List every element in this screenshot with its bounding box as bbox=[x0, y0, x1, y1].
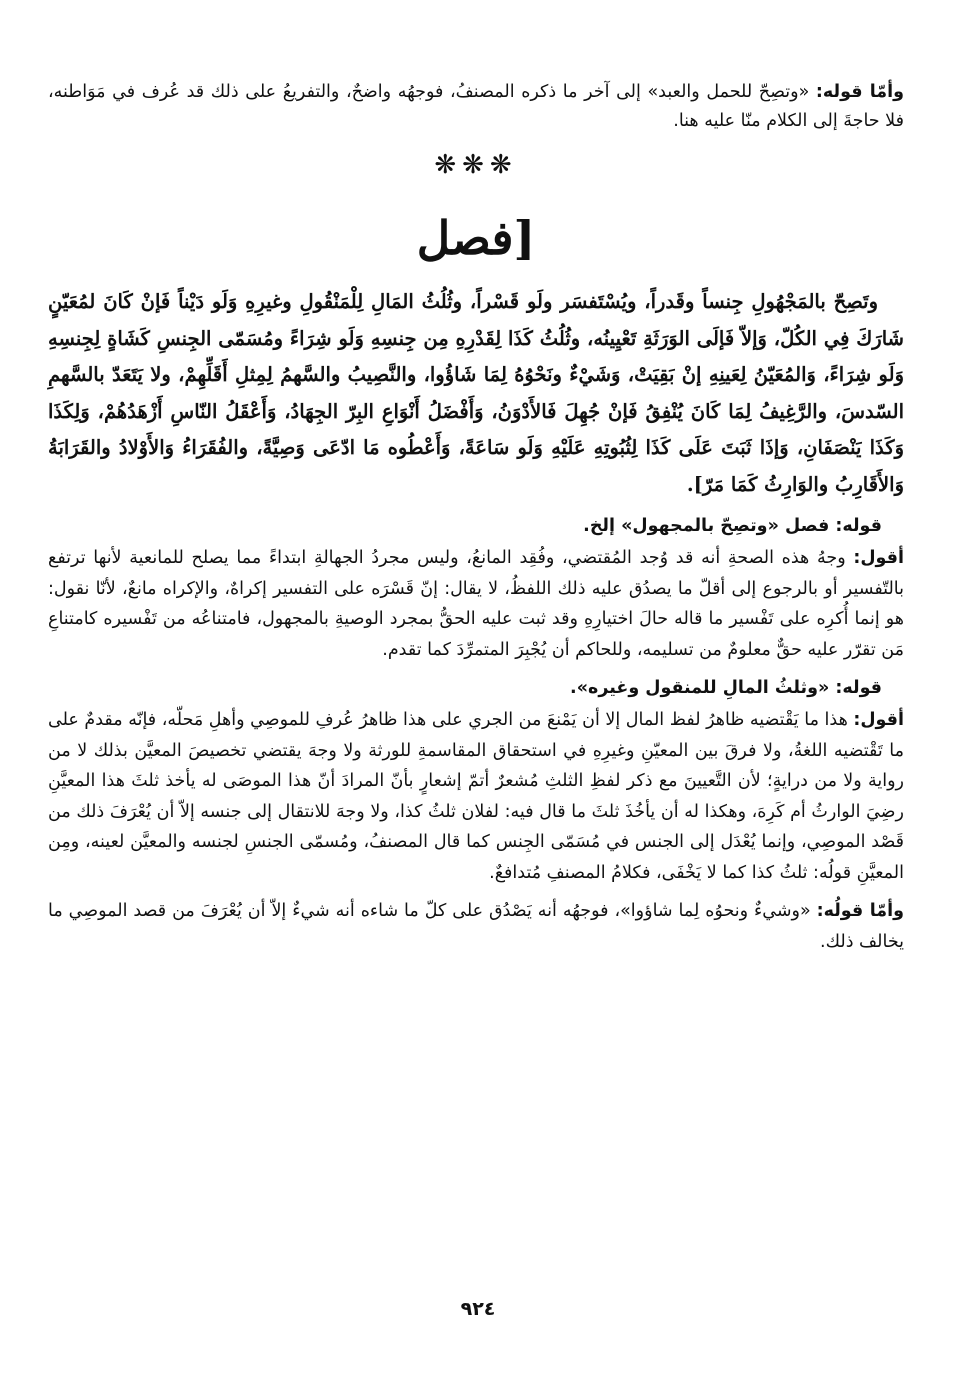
page-body bbox=[48, 78, 904, 957]
commentary-paragraph-3 bbox=[48, 896, 904, 957]
commentary-quote-1: قوله: فصل «وتصِحّ بالمجهول» إلخ. bbox=[583, 516, 882, 536]
commentary-text-2: هذا ما يَقْتضيه ظاهرُ لفظ المال إلا أن يَمْنعَ من الجري على هذا ظاهرُ عُرفِ للموصِي وأهلِ مَحلّه، فإنّه مقدمٌ على ما تَقْتضيه اللغةُ، ولا فرقَ بين المعيّنِ وغيرِهِ في استحقاق المقاسمةِ للورثة ولا وجهَ يقتضي تخصيصَ المعيَّن بذلك لا من رواية ولا من درايةٍ؛ لأن التَّعيينَ مع ذكر لفظِ الثلثِ مُشعرٌ أتمّ إشعارٍ بأنّ المرادَ أنّ هذا الموصَى له يأخذ ثلثَ هذا المعيَّنِ رضِيَ الوارثُ أم كَرِهَ، وهكذا له أن يأخُذَ ثلثَ ما قال فيه: لفلان ثلثُ كذا، ولا وجهَ للانتقال إلى جنسه إلاّ أن يُعْرَفَ ذلك من قَصْد الموصِي، وإنما يُعْدَل إلى الجنس في مُسَمّى الجِنس كما قال المصنفُ، ومُسمّى الجنسِ لجنسه والمعيَّن لعينه، ومِن المعيَّنِ قولُه: ثلثُ كذا كما لا يَخْفَى، فكلامُ المصنفِ مُتدافعٌ. bbox=[48, 710, 904, 883]
commentary-paragraph-2 bbox=[48, 705, 904, 888]
main-text-matn: وتَصِحّ بالمَجْهُولِ جِنساً وقَدراً، ويُسْتَفسَر ولَو قَسْراً، وثُلُثُ المَالِ لِلْمَنْقُولِ وغيرِهِ وَلَو دَيْناً فَإنْ كَانَ لمُعَيّنٍ شَارَكَ فِي الكُلّ، وَإلاّ فَإلَى الوَرَثَةِ تَعْيِينُه، وثُلُثُ كَذَا لِقَدْرِهِ مِن جِنسِهِ وَلَو شِرَاءً ومُسَمّى الجِنسِ كَشَاةٍ لِجِنسِهِ وَلَو شِرَاءً، وَالمُعَيّنُ لِعَينِهِ إنْ بَقِيَتْ، وَشَيْءٌ ونَحْوُهُ لِمَا شَاؤُوا، والنَّصِيبُ والسَّهمُ لِمِثلِ أَقَلِّهِمْ، ولا يَتَعَدّ بالسَّهمِ السّدسَ، والرَّغِيفُ لِمَا كَانَ يُنْفِقُ فَإنْ جُهِلَ فَالأَدْوَنُ، وَأَفْضَلُ أَنْوَاعِ البِرّ الجِهَادُ، وَأَعْقَلُ النّاسِ أَزْهَدُهُمْ، وَلِكَذَا وَكَذَا يَنْصَفَانِ، وَإذَا ثَبَتَ عَلَى كَذَا لِثُبُوتِهِ عَلَيْهِ وَلَو سَاعَةً، وَأَعْطُوه مَا ادّعَى وَصِيَّةً، والفُقَرَاءُ وَالأَوْلادُ والقَرَابَةُ وَالأَقَارِبُ والوَارِثُ كَمَا مَرّ]. bbox=[48, 290, 904, 496]
commentary-lead-3: وأمّا قولُه: bbox=[816, 901, 904, 921]
page-number: ٩٢٤ bbox=[460, 1298, 496, 1320]
commentary-lead-1: أقول: bbox=[853, 548, 904, 568]
intro-paragraph bbox=[48, 78, 904, 136]
commentary-paragraph-1 bbox=[48, 543, 904, 665]
commentary-lead-2: أقول: bbox=[853, 710, 904, 730]
commentary-quote-2: قوله: «وثلثُ المالِ للمنقول وغيره». bbox=[570, 678, 882, 698]
section-separator: ❋❋❋ bbox=[434, 150, 518, 180]
commentary-text-1: وجهُ هذه الصحةِ أنه قد وُجد المُقتضي، وفُقِد المانعُ، وليس مجردُ الجهالةِ ابتداءً مما يصلح للمانعية لأنها ترتفع بالتّفسير أو بالرجوع إلى أقلّ ما يصدُق عليه ذلك اللفظُ، لا يقال: إنّ قَسْرَه على التفسير إكراهٌ، والإكراه مانعٌ، لأنّا نقول: هو إنما أُكرِه على تَفْسير ما قاله حالَ اختيارِهِ وقد ثبت عليه الحقُّ بمجرد الوصيةِ بالمجهول، فامتناعُه من تَفْسيره كامتناعِ مَن تقرّر عليه حقٌّ معلومٌ من تسليمه، وللحاكم أن يُجْبِرَ المتمرِّدَ كما تقدم. bbox=[48, 548, 904, 660]
intro-lead: وأمّا قوله: bbox=[815, 82, 904, 102]
section-heading bbox=[48, 208, 904, 278]
section-heading-text: [فصل bbox=[416, 211, 536, 265]
intro-text: «وتصِحّ للحمل والعبد» إلى آخر ما ذكره المصنفُ، فوجهُه واضحٌ، والتفريعُ على ذلك قد عُرف في مَوَاطنه، فلا حاجةَ إلى الكلام منّا عليه هنا. bbox=[48, 82, 904, 131]
commentary-text-3: «وشيءٌ ونحوُه لِما شاؤوا»، فوجهُه أنه يَصْدُق على كلّ ما شاءه أنه شيءٌ إلاّ أن يُعْرَفَ من قصد الموصِي ما يخالف ذلك. bbox=[48, 901, 904, 952]
